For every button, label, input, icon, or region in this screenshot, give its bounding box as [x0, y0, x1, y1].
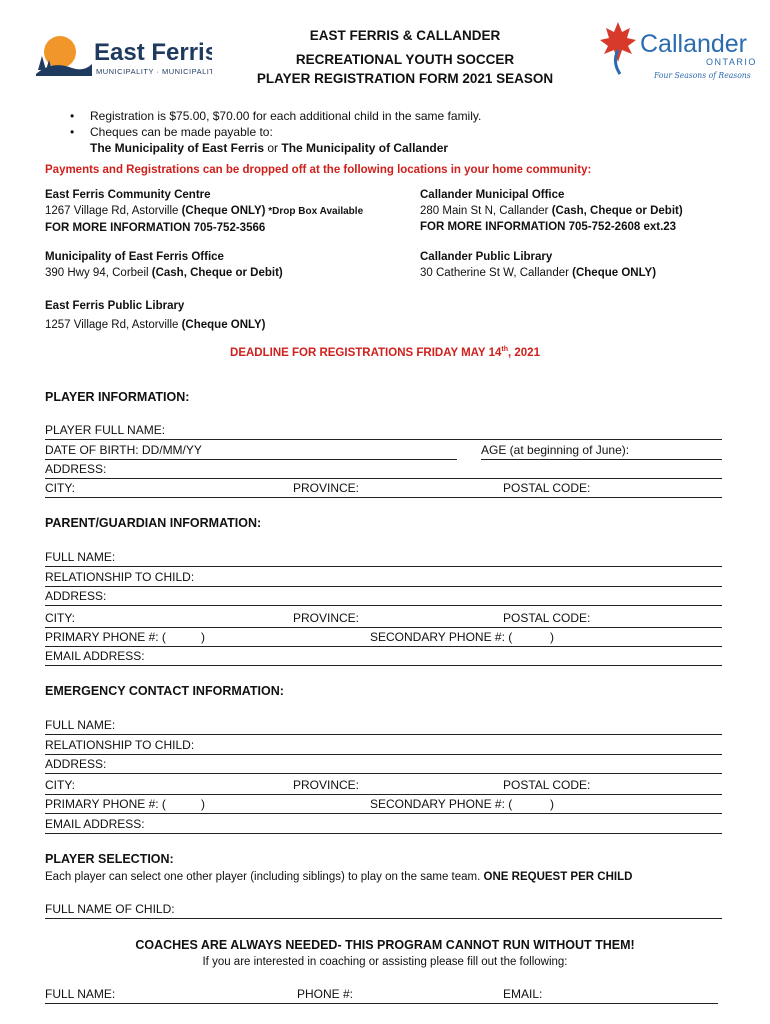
- form-title-line2: RECREATIONAL YOUTH SOCCER: [295, 52, 515, 67]
- parent-primary-phone-field[interactable]: PRIMARY PHONE #: (: [45, 630, 370, 647]
- player-selection-heading: PLAYER SELECTION:: [45, 852, 174, 866]
- emergency-address-field[interactable]: ADDRESS:: [45, 757, 722, 774]
- coach-phone-field[interactable]: PHONE #:: [297, 987, 503, 1004]
- player-address-field[interactable]: ADDRESS:: [45, 462, 722, 479]
- location-callander-library: Callander Public Library 30 Catherine St W, Callander (Cheque ONLY): [420, 251, 657, 279]
- location-ef-library: East Ferris Public Library 1257 Village Rd, Astorville (Cheque ONLY): [45, 300, 266, 331]
- parent-relationship-field[interactable]: RELATIONSHIP TO CHILD:: [45, 570, 722, 587]
- location-callander-municipal-office: Callander Municipal Office 280 Main St N, Callander (Cash, Cheque or Debit) FOR MORE INFORMATION 705-752-2608 ext.23: [420, 189, 683, 233]
- coach-email-field[interactable]: EMAIL:: [503, 987, 718, 1004]
- emergency-full-name-field[interactable]: FULL NAME:: [45, 718, 722, 735]
- player-city-field[interactable]: CITY:: [45, 481, 293, 498]
- callander-logo: [598, 18, 758, 82]
- emergency-info-heading: EMERGENCY CONTACT INFORMATION:: [45, 684, 284, 698]
- registration-deadline: DEADLINE FOR REGISTRATIONS FRIDAY MAY 14th, 2021: [230, 346, 540, 359]
- parent-info-heading: PARENT/GUARDIAN INFORMATION:: [45, 516, 262, 530]
- emergency-secondary-phone-field[interactable]: SECONDARY PHONE #: (: [370, 797, 722, 814]
- registration-notes: [70, 108, 481, 156]
- location-ef-community-centre: East Ferris Community Centre 1267 Village Rd, Astorville (Cheque ONLY) *Drop Box Available FOR MORE INFORMATION 705-752-3566: [45, 189, 364, 234]
- parent-secondary-paren: ): [550, 630, 554, 644]
- emergency-email-field[interactable]: EMAIL ADDRESS:: [45, 817, 722, 834]
- parent-email-field[interactable]: EMAIL ADDRESS:: [45, 649, 722, 666]
- svg-text:Four Seasons of Reasons: Four Seasons of Reasons: [654, 71, 751, 81]
- parent-postal-code-field[interactable]: POSTAL CODE:: [503, 611, 722, 628]
- player-selection-desc: Each player can select one other player (including siblings) to play on the same team. ONE REQUEST PER CHILD: [45, 871, 633, 883]
- svg-text:MUNICIPALITY · MUNICIPALITÉ: MUNICIPALITY · MUNICIPALITÉ: [96, 67, 212, 76]
- player-province-field[interactable]: PROVINCE:: [293, 481, 503, 498]
- parent-secondary-phone-field[interactable]: SECONDARY PHONE #: (: [370, 630, 722, 647]
- player-info-heading: PLAYER INFORMATION:: [45, 390, 190, 404]
- fee-note: • Registration is $75.00, $70.00 for each additional child in the same family.: [70, 108, 481, 124]
- emergency-primary-phone-field[interactable]: PRIMARY PHONE #: (: [45, 797, 370, 814]
- form-title-line3: PLAYER REGISTRATION FORM 2021 SEASON: [256, 71, 554, 86]
- player-dob-field[interactable]: DATE OF BIRTH: DD/MM/YY: [45, 443, 457, 460]
- emergency-secondary-paren: ): [550, 797, 554, 811]
- coaches-subtext: If you are interested in coaching or assisting please fill out the following:: [202, 956, 568, 968]
- parent-primary-paren: ): [201, 630, 205, 644]
- coach-full-name-field[interactable]: FULL NAME:: [45, 987, 297, 1004]
- parent-province-field[interactable]: PROVINCE:: [293, 611, 503, 628]
- svg-text:ONTARIO: ONTARIO: [706, 57, 757, 67]
- coaches-heading: COACHES ARE ALWAYS NEEDED- THIS PROGRAM CANNOT RUN WITHOUT THEM!: [135, 938, 635, 952]
- dropoff-heading: Payments and Registrations can be dropped off at the following locations in your home community:: [45, 164, 592, 176]
- player-postal-code-field[interactable]: POSTAL CODE:: [503, 481, 722, 498]
- emergency-postal-code-field[interactable]: POSTAL CODE:: [503, 778, 722, 795]
- emergency-province-field[interactable]: PROVINCE:: [293, 778, 503, 795]
- form-title-line1: EAST FERRIS & CALLANDER: [309, 28, 501, 43]
- cheque-note: • Cheques can be made payable to:: [70, 124, 481, 140]
- emergency-primary-paren: ): [201, 797, 205, 811]
- player-full-name-field[interactable]: PLAYER FULL NAME:: [45, 423, 722, 440]
- parent-address-field[interactable]: ADDRESS:: [45, 589, 722, 606]
- emergency-relationship-field[interactable]: RELATIONSHIP TO CHILD:: [45, 738, 722, 755]
- svg-text:Callander: Callander: [640, 30, 748, 58]
- location-ef-municipal-office: Municipality of East Ferris Office 390 Hwy 94, Corbeil (Cash, Cheque or Debit): [45, 251, 283, 279]
- svg-text:East Ferris: East Ferris: [94, 39, 212, 66]
- parent-city-field[interactable]: CITY:: [45, 611, 293, 628]
- east-ferris-logo: [32, 30, 212, 82]
- parent-full-name-field[interactable]: FULL NAME:: [45, 550, 722, 567]
- player-age-field[interactable]: AGE (at beginning of June):: [481, 443, 722, 460]
- payable-to: The Municipality of East Ferris or The Municipality of Callander: [90, 141, 449, 155]
- child-full-name-field[interactable]: FULL NAME OF CHILD:: [45, 902, 722, 919]
- emergency-city-field[interactable]: CITY:: [45, 778, 293, 795]
